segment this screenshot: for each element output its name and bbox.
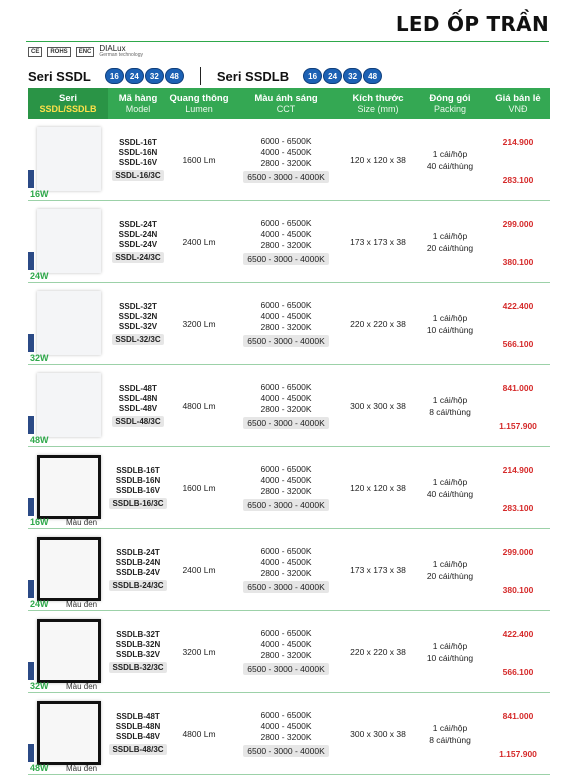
model-list xyxy=(109,712,166,755)
watt-badge: 48 xyxy=(165,68,184,84)
watt-badge: 16 xyxy=(105,68,124,84)
product-image-cell xyxy=(28,283,108,364)
model-code: SSDLB-32N xyxy=(115,640,161,649)
product-image-cell xyxy=(28,529,108,610)
lumen-cell xyxy=(168,447,230,528)
series-ssdl-label: Seri SSDL xyxy=(28,68,91,84)
packing-info xyxy=(427,558,473,582)
row-watt-label: 24W xyxy=(30,271,49,281)
lumen-value: 2400 Lm xyxy=(182,564,216,575)
cct-value: 2800 - 3200K xyxy=(260,322,312,332)
row-watt-label: 16W xyxy=(30,189,49,199)
price-cell xyxy=(486,119,550,200)
row-color-note: Màu đen xyxy=(66,682,98,691)
model-3c-code: SSDL-24/3C xyxy=(112,252,163,263)
price-cell xyxy=(486,447,550,528)
header-seri-sub: SSDL/SSDLB xyxy=(39,103,97,114)
product-panel-image xyxy=(37,373,101,437)
header-price-title: Giá bán lẻ xyxy=(495,92,541,104)
enc-mark-icon: ENC xyxy=(76,47,95,57)
price-cell xyxy=(486,283,550,364)
lumen-value: 3200 Lm xyxy=(182,318,216,329)
packing-info xyxy=(427,148,473,172)
product-panel-image xyxy=(37,537,101,601)
product-image-cell xyxy=(28,119,108,200)
row-watt-label: 32W xyxy=(30,353,49,363)
model-code: SSDLB-32V xyxy=(115,650,160,659)
size-cell xyxy=(342,119,414,200)
lumen-value: 2400 Lm xyxy=(182,236,216,247)
series-header xyxy=(28,66,382,86)
packing-info xyxy=(427,640,473,664)
product-panel-image xyxy=(37,619,101,683)
packing-cell xyxy=(414,283,486,364)
row-watt-label: 48W xyxy=(30,435,49,445)
size-value: 220 x 220 x 38 xyxy=(350,318,406,329)
model-code: SSDL-48V xyxy=(118,404,158,413)
row-color-note: Màu đen xyxy=(66,764,98,773)
watt-badge: 48 xyxy=(363,68,382,84)
model-code: SSDLB-48N xyxy=(115,722,161,731)
watt-badge: 16 xyxy=(303,68,322,84)
size-value: 220 x 220 x 38 xyxy=(350,646,406,657)
header-cct-title: Màu ánh sáng xyxy=(254,92,318,104)
table-body xyxy=(28,119,550,775)
cct-3c-value: 6500 - 3000 - 4000K xyxy=(243,745,329,757)
price-cell xyxy=(486,365,550,446)
cct-3c-value: 6500 - 3000 - 4000K xyxy=(243,253,329,265)
cct-value: 2800 - 3200K xyxy=(260,486,312,496)
packing-info xyxy=(427,476,473,500)
cct-value: 4000 - 4500K xyxy=(260,393,312,403)
title-divider xyxy=(26,41,549,42)
price-3c: 1.157.900 xyxy=(499,421,537,431)
cct-cell xyxy=(230,119,342,200)
cct-list xyxy=(243,628,329,675)
price-cell xyxy=(486,529,550,610)
model-list xyxy=(109,466,166,509)
cct-3c-value: 6500 - 3000 - 4000K xyxy=(243,335,329,347)
size-value: 120 x 120 x 38 xyxy=(350,482,406,493)
lumen-cell xyxy=(168,529,230,610)
model-3c-code: SSDLB-48/3C xyxy=(109,744,166,755)
product-image-cell xyxy=(28,447,108,528)
cct-value: 6000 - 6500K xyxy=(260,464,312,474)
model-code: SSDL-16N xyxy=(118,148,158,157)
header-seri-title: Seri xyxy=(59,92,77,104)
size-cell xyxy=(342,693,414,774)
size-value: 173 x 173 x 38 xyxy=(350,564,406,575)
product-driver-icon xyxy=(28,416,34,434)
lumen-cell xyxy=(168,693,230,774)
table-row xyxy=(28,693,550,775)
lumen-cell xyxy=(168,201,230,282)
cct-value: 2800 - 3200K xyxy=(260,240,312,250)
product-driver-icon xyxy=(28,170,34,188)
cct-cell xyxy=(230,447,342,528)
price-single: 299.000 xyxy=(502,219,534,229)
model-code: SSDL-32N xyxy=(118,312,158,321)
table-row xyxy=(28,365,550,447)
packing-carton: 20 cái/thùng xyxy=(426,570,474,581)
packing-info xyxy=(429,722,471,746)
watt-badge: 32 xyxy=(145,68,164,84)
cct-3c-value: 6500 - 3000 - 4000K xyxy=(243,581,329,593)
watt-badge: 24 xyxy=(125,68,144,84)
cct-value: 4000 - 4500K xyxy=(260,147,312,157)
cct-cell xyxy=(230,529,342,610)
model-code: SSDLB-24V xyxy=(115,568,160,577)
price-3c: 566.100 xyxy=(502,667,534,677)
size-value: 300 x 300 x 38 xyxy=(350,728,406,739)
row-watt-label: 16W xyxy=(30,517,49,527)
product-panel-image xyxy=(37,209,101,273)
cct-list xyxy=(243,464,329,511)
packing-carton: 10 cái/thùng xyxy=(426,652,474,663)
rohs-mark-icon: ROHS xyxy=(47,47,70,57)
size-cell xyxy=(342,201,414,282)
model-code: SSDL-24T xyxy=(119,220,157,229)
cct-value: 4000 - 4500K xyxy=(260,311,312,321)
model-code: SSDL-16T xyxy=(119,138,157,147)
cct-value: 4000 - 4500K xyxy=(260,721,312,731)
packing-box: 1 cái/hộp xyxy=(432,558,468,569)
packing-cell xyxy=(414,611,486,692)
header-packing-title: Đóng gói xyxy=(429,92,471,104)
size-cell xyxy=(342,529,414,610)
product-panel-image xyxy=(37,291,101,355)
header-model xyxy=(108,88,168,119)
cct-list xyxy=(243,300,329,347)
packing-box: 1 cái/hộp xyxy=(432,230,468,241)
product-image-cell xyxy=(28,365,108,446)
lumen-cell xyxy=(168,611,230,692)
product-panel-image xyxy=(37,455,101,519)
model-list xyxy=(112,302,163,345)
model-cell xyxy=(108,119,168,200)
cct-value: 6000 - 6500K xyxy=(260,136,312,146)
size-cell xyxy=(342,611,414,692)
cct-value: 6000 - 6500K xyxy=(260,300,312,310)
product-image-cell xyxy=(28,693,108,774)
packing-cell xyxy=(414,447,486,528)
cct-value: 6000 - 6500K xyxy=(260,710,312,720)
packing-cell xyxy=(414,529,486,610)
cct-value: 4000 - 4500K xyxy=(260,229,312,239)
packing-cell xyxy=(414,201,486,282)
product-image-cell xyxy=(28,611,108,692)
cct-value: 2800 - 3200K xyxy=(260,568,312,578)
model-code: SSDL-16V xyxy=(118,158,158,167)
cct-list xyxy=(243,710,329,757)
packing-cell xyxy=(414,693,486,774)
dialux-logo xyxy=(99,45,143,59)
table-row xyxy=(28,447,550,529)
header-lumen xyxy=(168,88,230,119)
header-seri xyxy=(28,88,108,119)
header-size-title: Kích thước xyxy=(352,92,404,104)
price-single: 422.400 xyxy=(502,301,534,311)
header-cct-sub: CCT xyxy=(276,103,296,114)
product-driver-icon xyxy=(28,744,34,762)
model-cell xyxy=(108,693,168,774)
lumen-cell xyxy=(168,119,230,200)
product-driver-icon xyxy=(28,662,34,680)
packing-box: 1 cái/hộp xyxy=(432,148,468,159)
series-ssdlb-watt-badges xyxy=(303,68,382,84)
price-3c: 283.100 xyxy=(502,503,534,513)
table-row xyxy=(28,201,550,283)
model-code: SSDLB-24N xyxy=(115,558,161,567)
packing-carton: 8 cái/thùng xyxy=(429,406,471,417)
packing-carton: 8 cái/thùng xyxy=(429,734,471,745)
lumen-cell xyxy=(168,365,230,446)
model-list xyxy=(109,548,166,591)
header-price-sub: VNĐ xyxy=(508,103,528,114)
price-3c: 380.100 xyxy=(502,257,534,267)
lumen-value: 3200 Lm xyxy=(182,646,216,657)
cct-list xyxy=(243,136,329,183)
cct-cell xyxy=(230,693,342,774)
packing-box: 1 cái/hộp xyxy=(432,476,468,487)
dialux-subtitle: German technology xyxy=(99,52,143,58)
header-lumen-title: Quang thông xyxy=(169,92,229,104)
cct-value: 2800 - 3200K xyxy=(260,158,312,168)
product-panel-image xyxy=(37,701,101,765)
cct-value: 2800 - 3200K xyxy=(260,404,312,414)
cct-cell xyxy=(230,611,342,692)
header-model-title: Mã hàng xyxy=(118,92,158,104)
price-single: 841.000 xyxy=(502,711,534,721)
watt-badge: 32 xyxy=(343,68,362,84)
cct-3c-value: 6500 - 3000 - 4000K xyxy=(243,417,329,429)
price-single: 214.900 xyxy=(502,465,534,475)
lumen-value: 4800 Lm xyxy=(182,400,216,411)
model-cell xyxy=(108,611,168,692)
model-3c-code: SSDL-48/3C xyxy=(112,416,163,427)
price-single: 299.000 xyxy=(502,547,534,557)
product-driver-icon xyxy=(28,580,34,598)
product-panel-image xyxy=(37,127,101,191)
model-cell xyxy=(108,529,168,610)
model-code: SSDLB-24T xyxy=(116,548,160,557)
product-driver-icon xyxy=(28,252,34,270)
packing-info xyxy=(427,312,473,336)
cct-value: 4000 - 4500K xyxy=(260,639,312,649)
model-code: SSDLB-16T xyxy=(116,466,160,475)
model-3c-code: SSDL-32/3C xyxy=(112,334,163,345)
model-code: SSDL-24V xyxy=(118,240,158,249)
packing-carton: 40 cái/thùng xyxy=(426,488,474,499)
model-code: SSDLB-48T xyxy=(116,712,160,721)
packing-info xyxy=(427,230,473,254)
series-ssdl-watt-badges xyxy=(105,68,184,84)
model-list xyxy=(112,138,163,181)
row-color-note: Màu đen xyxy=(66,518,98,527)
product-image-cell xyxy=(28,201,108,282)
lumen-cell xyxy=(168,283,230,364)
table-row xyxy=(28,119,550,201)
watt-badge: 24 xyxy=(323,68,342,84)
model-code: SSDLB-16N xyxy=(115,476,161,485)
packing-carton: 10 cái/thùng xyxy=(426,324,474,335)
header-model-sub: Model xyxy=(125,103,151,114)
model-code: SSDL-32V xyxy=(118,322,158,331)
price-cell xyxy=(486,201,550,282)
header-size-sub: Size (mm) xyxy=(357,103,399,114)
price-3c: 283.100 xyxy=(502,175,534,185)
table-row xyxy=(28,283,550,365)
model-cell xyxy=(108,447,168,528)
packing-cell xyxy=(414,365,486,446)
cct-list xyxy=(243,546,329,593)
model-3c-code: SSDL-16/3C xyxy=(112,170,163,181)
cct-3c-value: 6500 - 3000 - 4000K xyxy=(243,499,329,511)
model-3c-code: SSDLB-24/3C xyxy=(109,580,166,591)
cct-value: 6000 - 6500K xyxy=(260,218,312,228)
cct-value: 4000 - 4500K xyxy=(260,557,312,567)
model-list xyxy=(109,630,166,673)
size-cell xyxy=(342,447,414,528)
table-row xyxy=(28,529,550,611)
model-code: SSDL-48N xyxy=(118,394,158,403)
certification-logos xyxy=(28,45,143,59)
price-3c: 566.100 xyxy=(502,339,534,349)
lumen-value: 4800 Lm xyxy=(182,728,216,739)
cct-value: 2800 - 3200K xyxy=(260,650,312,660)
cct-cell xyxy=(230,365,342,446)
size-cell xyxy=(342,365,414,446)
model-list xyxy=(112,384,163,427)
header-packing-sub: Packing xyxy=(433,103,467,114)
packing-info xyxy=(429,394,471,418)
packing-carton: 40 cái/thùng xyxy=(426,160,474,171)
packing-carton: 20 cái/thùng xyxy=(426,242,474,253)
model-code: SSDLB-16V xyxy=(115,486,160,495)
packing-box: 1 cái/hộp xyxy=(432,312,468,323)
packing-box: 1 cái/hộp xyxy=(432,394,468,405)
model-cell xyxy=(108,365,168,446)
model-cell xyxy=(108,283,168,364)
header-lumen-sub: Lumen xyxy=(185,103,213,114)
header-packing xyxy=(414,88,486,119)
price-table xyxy=(28,88,550,775)
size-value: 173 x 173 x 38 xyxy=(350,236,406,247)
model-list xyxy=(112,220,163,263)
row-watt-label: 48W xyxy=(30,763,49,773)
cct-cell xyxy=(230,283,342,364)
cct-value: 2800 - 3200K xyxy=(260,732,312,742)
header-cct xyxy=(230,88,342,119)
cct-cell xyxy=(230,201,342,282)
cct-3c-value: 6500 - 3000 - 4000K xyxy=(243,663,329,675)
size-value: 300 x 300 x 38 xyxy=(350,400,406,411)
table-header xyxy=(28,88,550,119)
model-3c-code: SSDLB-32/3C xyxy=(109,662,166,673)
page-title: LED ỐP TRẦN xyxy=(395,12,549,36)
ce-mark-icon: CE xyxy=(28,47,42,57)
model-code: SSDL-48T xyxy=(119,384,157,393)
packing-box: 1 cái/hộp xyxy=(432,640,468,651)
cct-list xyxy=(243,218,329,265)
size-value: 120 x 120 x 38 xyxy=(350,154,406,165)
product-driver-icon xyxy=(28,334,34,352)
cct-value: 6000 - 6500K xyxy=(260,382,312,392)
model-code: SSDLB-48V xyxy=(115,732,160,741)
row-watt-label: 32W xyxy=(30,681,49,691)
cct-list xyxy=(243,382,329,429)
header-price xyxy=(486,88,550,119)
lumen-value: 1600 Lm xyxy=(182,482,216,493)
cct-value: 6000 - 6500K xyxy=(260,628,312,638)
price-3c: 380.100 xyxy=(502,585,534,595)
price-cell xyxy=(486,693,550,774)
series-separator xyxy=(200,67,201,85)
header-size xyxy=(342,88,414,119)
row-color-note: Màu đen xyxy=(66,600,98,609)
model-code: SSDL-32T xyxy=(119,302,157,311)
dialux-name: DIALux xyxy=(99,44,126,53)
model-3c-code: SSDLB-16/3C xyxy=(109,498,166,509)
table-row xyxy=(28,611,550,693)
packing-cell xyxy=(414,119,486,200)
cct-3c-value: 6500 - 3000 - 4000K xyxy=(243,171,329,183)
cct-value: 6000 - 6500K xyxy=(260,546,312,556)
price-single: 422.400 xyxy=(502,629,534,639)
price-3c: 1.157.900 xyxy=(499,749,537,759)
product-driver-icon xyxy=(28,498,34,516)
price-single: 214.900 xyxy=(502,137,534,147)
model-code: SSDLB-32T xyxy=(116,630,160,639)
row-watt-label: 24W xyxy=(30,599,49,609)
cct-value: 4000 - 4500K xyxy=(260,475,312,485)
price-cell xyxy=(486,611,550,692)
model-code: SSDL-24N xyxy=(118,230,158,239)
price-single: 841.000 xyxy=(502,383,534,393)
size-cell xyxy=(342,283,414,364)
packing-box: 1 cái/hộp xyxy=(432,722,468,733)
series-ssdlb-label: Seri SSDLB xyxy=(216,68,290,84)
model-cell xyxy=(108,201,168,282)
lumen-value: 1600 Lm xyxy=(182,154,216,165)
